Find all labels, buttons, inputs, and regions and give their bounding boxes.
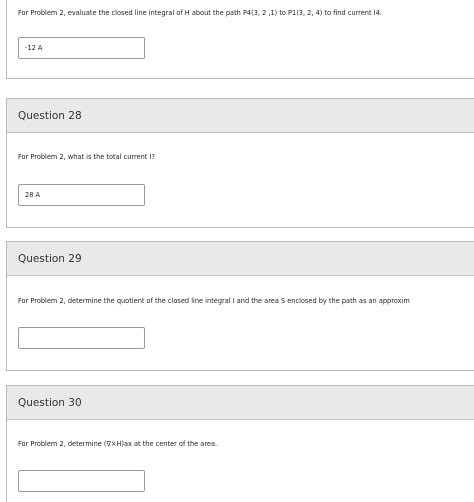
answer-field-28[interactable] — [18, 184, 145, 206]
answer-value-prev: -12 A — [25, 44, 43, 52]
question-body-28 — [7, 133, 474, 228]
question-title-30: Question 30 — [18, 396, 82, 409]
answer-field-29[interactable] — [18, 327, 145, 349]
question-card-30 — [6, 385, 474, 502]
answer-field-30[interactable] — [18, 470, 145, 492]
question-card-28 — [6, 98, 474, 228]
question-prompt-30: For Problem 2, determine (∇×H)ax at the center of the area. — [18, 440, 218, 448]
question-card-prev — [6, 0, 474, 79]
question-prompt-28: For Problem 2, what is the total current I? — [18, 153, 155, 161]
question-header-30 — [7, 386, 474, 420]
question-header-29 — [7, 242, 474, 276]
question-prompt-prev: For Problem 2, evaluate the closed line integral of H about the path P4(3, 2 ,1) to P1(3, 2, 4) to find current I4. — [18, 9, 382, 17]
question-prompt-29: For Problem 2, determine the quotient of the closed line integral I and the area S enclosed by the path as an approxim — [18, 297, 410, 305]
question-body-prev — [7, 0, 474, 79]
question-body-30 — [7, 420, 474, 502]
question-card-29 — [6, 241, 474, 371]
question-title-28: Question 28 — [18, 109, 82, 122]
question-body-29 — [7, 276, 474, 371]
question-header-28 — [7, 99, 474, 133]
question-title-29: Question 29 — [18, 252, 82, 265]
answer-field-prev[interactable] — [18, 37, 145, 59]
answer-value-28: 28 A — [25, 191, 40, 199]
